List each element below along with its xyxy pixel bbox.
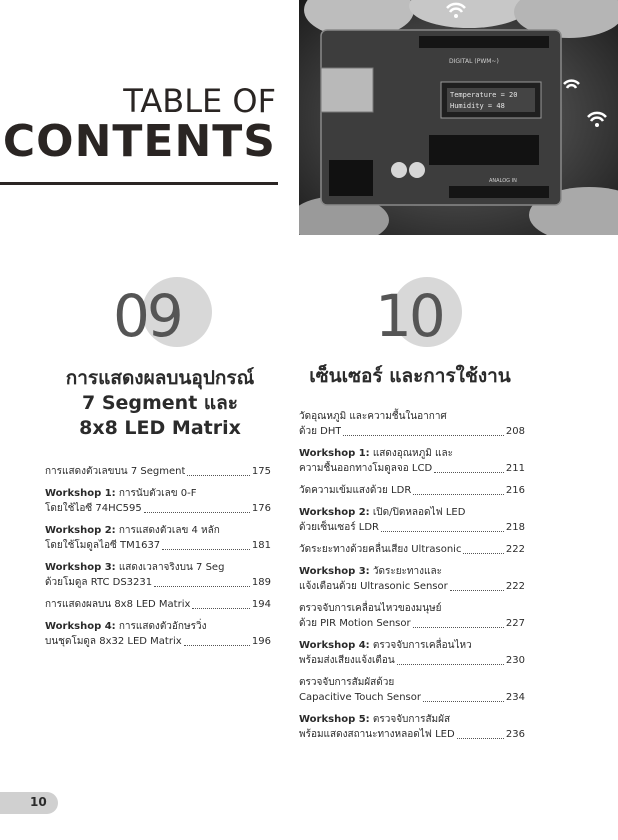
toc-entry-line1 — [299, 542, 461, 557]
dot-leader — [450, 590, 504, 591]
toc-entry-text: การแสดงตัวอักษรวิ่ง — [115, 621, 207, 632]
toc-page-number: 234 — [505, 692, 525, 703]
toc-entry[interactable] — [299, 505, 525, 535]
toc-page-number: 208 — [505, 426, 525, 437]
toc-entry-text: เปิด/ปิดหลอดไฟ LED — [369, 507, 466, 518]
toc-entry-text: การแสดงตัวเลข 4 หลัก — [115, 525, 220, 536]
toc-entry-line2: บนชุดโมดูล 8x32 LED Matrix — [45, 636, 182, 647]
toc-entry[interactable] — [299, 601, 525, 631]
workshop-label: Workshop 1: — [299, 448, 370, 459]
toc-title-line1: TABLE OF — [123, 82, 276, 120]
toc-entry-line1 — [299, 409, 525, 424]
toc-page-number: 227 — [505, 618, 525, 629]
toc-entry-line2: พร้อมแสดงสถานะทางหลอดไฟ LED — [299, 729, 455, 740]
toc-entry[interactable] — [299, 712, 525, 742]
toc-entry-line2: ด้วยเซ็นเซอร์ LDR — [299, 522, 379, 533]
toc-page-number: 181 — [251, 540, 271, 551]
toc-entry-text: ตรวจจับการสัมผัส — [369, 714, 451, 725]
workshop-label: Workshop 2: — [299, 507, 370, 518]
toc-entry-line1 — [299, 675, 525, 690]
toc-entry[interactable] — [45, 486, 271, 516]
dot-leader — [154, 586, 250, 587]
toc-page-number: 196 — [251, 636, 271, 647]
toc-page-number: 194 — [251, 599, 271, 610]
toc-page-number: 211 — [505, 463, 525, 474]
toc-entry-line1 — [299, 505, 525, 520]
toc-entry-line1 — [299, 564, 525, 579]
workshop-label: Workshop 5: — [299, 714, 370, 725]
toc-entry[interactable] — [45, 597, 271, 612]
toc-entry-text: ตรวจจับการเคลื่อนไหวของมนุษย์ — [299, 603, 442, 614]
chapter9-title-line2: 7 Segment และ — [81, 392, 238, 414]
toc-entry-line1 — [299, 638, 525, 653]
toc-entry[interactable] — [299, 409, 525, 439]
chapter10-number: 10 — [375, 282, 443, 350]
toc-entry[interactable] — [299, 638, 525, 668]
toc-entry-line1 — [299, 483, 411, 498]
toc-entry-line1 — [45, 486, 271, 501]
dot-leader — [381, 531, 504, 532]
toc-entry-line1 — [45, 597, 190, 612]
toc-page-number: 175 — [251, 466, 271, 477]
dot-leader — [413, 494, 504, 495]
chapter9-title-line3: 8x8 LED Matrix — [79, 417, 241, 439]
toc-entry-text: ตรวจจับการสัมผัสด้วย — [299, 677, 395, 688]
toc-page-number: 230 — [505, 655, 525, 666]
dot-leader — [413, 627, 504, 628]
toc-entry-line1 — [299, 446, 525, 461]
toc-entry-line2: Capacitive Touch Sensor — [299, 692, 421, 703]
toc-entry[interactable] — [299, 542, 525, 557]
toc-entry[interactable] — [299, 675, 525, 705]
workshop-label: Workshop 1: — [45, 488, 116, 499]
workshop-label: Workshop 4: — [299, 640, 370, 651]
toc-entry-line1 — [45, 464, 185, 479]
toc-page-number: 216 — [505, 485, 525, 496]
page-number: 10 — [30, 795, 47, 809]
toc-entry-line1 — [45, 560, 271, 575]
toc-title-line2: CONTENTS — [2, 116, 276, 167]
dot-leader — [144, 512, 250, 513]
toc-page-number: 236 — [505, 729, 525, 740]
toc-entry-text: วัดระยะทางด้วยคลื่นเสียง Ultrasonic — [299, 544, 462, 555]
toc-entry-line1 — [299, 601, 525, 616]
dot-leader — [457, 738, 504, 739]
toc-entry-line1 — [299, 712, 525, 727]
toc-entry-text: ตรวจจับการเคลื่อนไหว — [369, 640, 472, 651]
toc-page-number: 189 — [251, 577, 271, 588]
toc-entry-text: วัดความเข้มแสงด้วย LDR — [299, 485, 412, 496]
dot-leader — [162, 549, 250, 550]
chapter9-toc-list — [45, 464, 271, 656]
workshop-label: Workshop 4: — [45, 621, 116, 632]
toc-entry[interactable] — [45, 523, 271, 553]
toc-entry-line2: พร้อมส่งเสียงแจ้งเตือน — [299, 655, 395, 666]
dot-leader — [423, 701, 504, 702]
toc-entry-line2: โดยใช้โมดูลไอซี TM1637 — [45, 540, 161, 551]
workshop-label: Workshop 3: — [45, 562, 116, 573]
toc-entry-line2: โดยใช้ไอซี 74HC595 — [45, 503, 142, 514]
lcd-line2: Humidity = 48 — [450, 102, 505, 110]
toc-entry-text: แสดงเวลาจริงบน 7 Seg — [115, 562, 225, 573]
chapter9-title — [40, 366, 280, 441]
dot-leader — [187, 475, 250, 476]
toc-entry[interactable] — [299, 564, 525, 594]
page-number-badge — [0, 792, 58, 814]
toc-entry-text: วัดระยะทางและ — [369, 566, 442, 577]
toc-page-number: 218 — [505, 522, 525, 533]
toc-entry[interactable] — [45, 619, 271, 649]
toc-entry[interactable] — [299, 446, 525, 476]
toc-entry-line1 — [45, 619, 271, 634]
chapter10-toc-list — [299, 409, 525, 749]
toc-entry-line1 — [45, 523, 271, 538]
dot-leader — [184, 645, 250, 646]
arduino-board-illustration — [299, 0, 618, 235]
toc-entry[interactable] — [45, 464, 271, 479]
toc-entry-line2: ด้วย DHT — [299, 426, 342, 437]
toc-entry-line2: แจ้งเตือนด้วย Ultrasonic Sensor — [299, 581, 448, 592]
toc-entry-text: วัดอุณหภูมิ และความชื้นในอากาศ — [299, 411, 447, 422]
toc-entry-line2: ด้วยโมดูล RTC DS3231 — [45, 577, 153, 588]
toc-entry-text: การแสดงผลบน 8x8 LED Matrix — [45, 599, 191, 610]
digital-label: DIGITAL (PWM~) — [449, 58, 499, 65]
toc-entry-line2: ความชื้นออกทางโมดูลจอ LCD — [299, 463, 433, 474]
dot-leader — [463, 553, 503, 554]
workshop-label: Workshop 2: — [45, 525, 116, 536]
toc-entry-text: การนับตัวเลข 0-F — [115, 488, 197, 499]
toc-entry-text: แสดงอุณหภูมิ และ — [369, 448, 453, 459]
title-divider — [0, 182, 278, 185]
chapter9-number: 09 — [113, 282, 181, 350]
arduino-photo — [299, 0, 618, 235]
workshop-label: Workshop 3: — [299, 566, 370, 577]
dot-leader — [434, 472, 504, 473]
toc-page-number: 222 — [505, 544, 525, 555]
lcd-line1: Temperature = 20 — [450, 91, 518, 99]
toc-entry-text: การแสดงตัวเลขบน 7 Segment — [45, 466, 186, 477]
toc-entry-line2: ด้วย PIR Motion Sensor — [299, 618, 411, 629]
dot-leader — [343, 435, 503, 436]
dot-leader — [397, 664, 504, 665]
toc-entry[interactable] — [299, 483, 525, 498]
toc-page-number: 176 — [251, 503, 271, 514]
toc-page-number: 222 — [505, 581, 525, 592]
chapter10-title: เซ็นเซอร์ และการใช้งาน — [309, 365, 511, 387]
chapter9-title-line1: การแสดงผลบนอุปกรณ์ — [65, 367, 255, 389]
toc-entry[interactable] — [45, 560, 271, 590]
dot-leader — [192, 608, 250, 609]
analog-label: ANALOG IN — [489, 178, 517, 184]
